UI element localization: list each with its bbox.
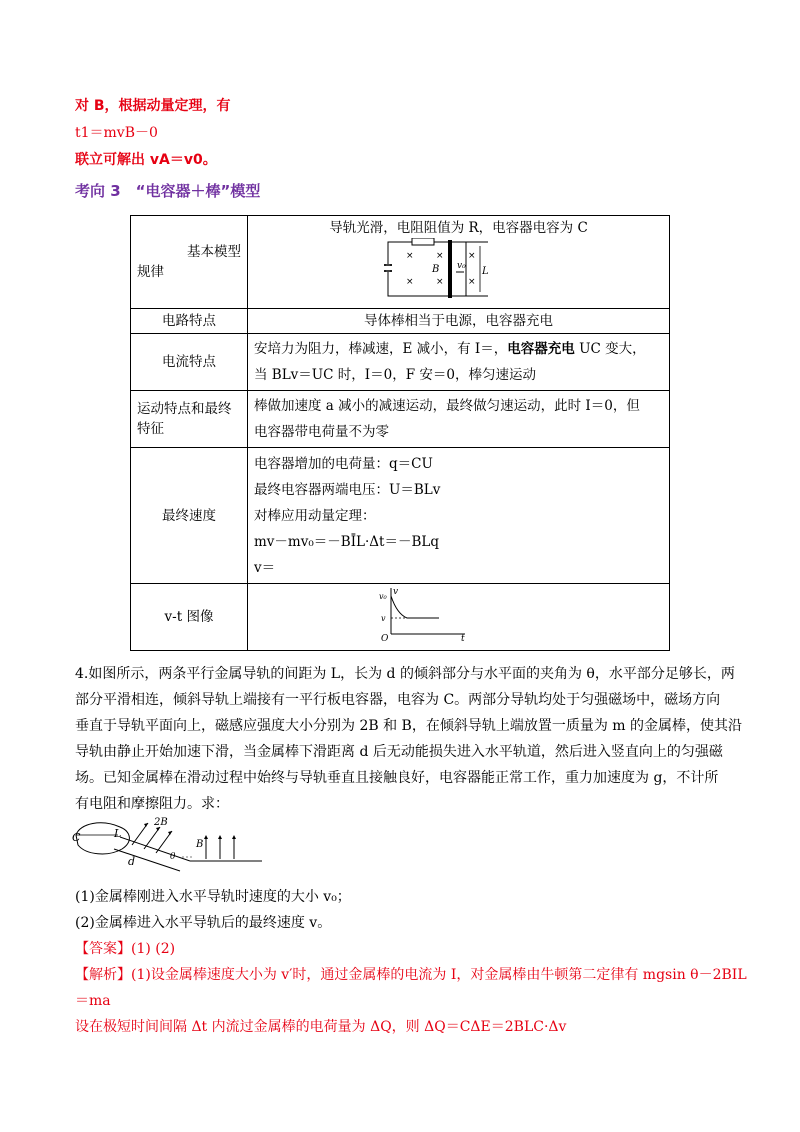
analysis-line-2: ＝ma <box>75 993 111 1009</box>
origin-label: O <box>380 634 388 642</box>
final-line-2: 最终电容器两端电压：U＝BLv <box>254 481 441 498</box>
incline-d-label: d <box>128 855 136 868</box>
current-text-bold: 电容器充电 <box>507 341 575 357</box>
capacitor-c-label: C <box>72 831 81 844</box>
v0-tick-label: v₀ <box>378 592 387 601</box>
row-label <box>131 216 248 309</box>
section-title: 考向 3 “电容器＋棒”模型 <box>75 182 261 200</box>
final-line-4: mv－mv₀＝－BĪL·Δt＝－BLq <box>254 533 439 550</box>
problem-text <box>75 661 743 817</box>
row-label: v-t 图像 <box>131 584 248 651</box>
table-row-final-velocity <box>131 448 670 584</box>
vt-graph <box>379 586 469 642</box>
final-line-1: 电容器增加的电荷量：q＝CU <box>254 455 433 472</box>
row-label: 最终速度 <box>131 448 248 584</box>
answer-line: 【答案】(1) (2) <box>75 941 176 957</box>
capacitor-shape <box>76 823 129 854</box>
final-line-5: v＝ <box>254 559 276 576</box>
problem-line-4: 导轨由静止开始加速下滑，当金属棒下滑距离 d 后无动能损失进入水平轨道，然后进入竖直向上的匀强磁 <box>75 744 723 760</box>
field-2b-label: 2B <box>154 817 168 828</box>
angle-theta-label: θ <box>170 852 176 862</box>
continuation-line-2: t1＝mvB－0 <box>75 125 158 141</box>
problem-line-3: 垂直于导轨平面向上，磁感应强度大小分别为 2B 和 B，在倾斜导轨上端放置一质量为 m 的金属棒，使其沿 <box>75 718 743 734</box>
resistor-icon <box>412 238 434 245</box>
row-label: 电流特点 <box>131 334 248 391</box>
problem-line-1: 4.如图所示，两条平行金属导轨的间距为 L，长为 d 的倾斜部分与水平面的夹角为 θ，水平部分足够长，两 <box>75 666 735 682</box>
row-label <box>131 391 248 448</box>
capacitor-rod-diagram <box>384 238 494 300</box>
svg-text:×: × <box>405 277 414 287</box>
table-row-circuit <box>131 309 670 334</box>
problem-line-2: 部分平滑相连，倾斜导轨上端接有一平行板电容器，电容为 C。两部分导轨均处于匀强磁场中，磁场方向 <box>75 692 721 708</box>
motion-text-1: 棒做加速度 a 减小的减速运动，最终做匀速运动，此时 I＝0，但 <box>254 398 640 414</box>
svg-text:×: × <box>435 277 444 287</box>
length-l-label: L <box>481 266 489 277</box>
table-row-vt-graph <box>131 584 670 651</box>
row-label-line-2: 特征 <box>137 421 164 437</box>
model-table <box>130 215 670 651</box>
svg-text:×: × <box>467 277 476 287</box>
continuation-line-1: 对 B，根据动量定理，有 <box>75 98 231 114</box>
table-row-current <box>131 334 670 391</box>
row-label-line-2: 规律 <box>137 264 164 280</box>
table-row-basic-model <box>131 216 670 309</box>
v-tick-label: v <box>380 614 386 623</box>
continuation-line-3: 联立可解出 vA＝v0。 <box>75 152 217 168</box>
t-axis-label: t <box>460 634 465 642</box>
problem-figure <box>72 815 272 877</box>
velocity-label: v₀ <box>456 261 466 271</box>
current-text-3: 当 BLv＝UC 时，I＝0，F 安＝0，棒匀速运动 <box>254 367 536 383</box>
v-axis-label: v <box>392 587 398 597</box>
rod-icon <box>448 240 452 298</box>
analysis-line-3: 设在极短时间间隔 Δt 内流过金属棒的电荷量为 ΔQ，则 ΔQ＝CΔE＝2BLC·Δv <box>75 1019 567 1035</box>
problem-line-5: 场。已知金属棒在滑动过程中始终与导轨垂直且接触良好，电容器能正常工作，重力加速度为 g，不计所 <box>75 770 719 786</box>
vt-curve <box>391 596 439 618</box>
field-b-label: B <box>196 839 204 850</box>
row-content <box>248 216 670 309</box>
question-1: (1)金属棒刚进入水平导轨时速度的大小 v₀； <box>75 889 351 905</box>
final-line-3: 对棒应用动量定理： <box>254 507 376 524</box>
svg-text:×: × <box>405 251 414 261</box>
row-content: 导体棒相当于电源，电容器充电 <box>248 309 670 334</box>
table-row-motion <box>131 391 670 448</box>
row-content <box>248 391 670 448</box>
svg-text:×: × <box>435 251 444 261</box>
row-label-line-1: 基本模型 <box>187 244 241 260</box>
current-text-1: 安培力为阻力，棒减速，E 减小，有 I＝， <box>254 341 508 357</box>
row-content <box>248 584 670 651</box>
problem-line-6: 有电阻和摩擦阻力。求： <box>75 796 229 812</box>
question-2: (2)金属棒进入水平导轨后的最终速度 v。 <box>75 915 332 931</box>
row-content <box>248 334 670 391</box>
field-b-label: B <box>431 264 439 275</box>
analysis-line-1: 【解析】(1)设金属棒速度大小为 v′时，通过金属棒的电流为 I，对金属棒由牛顿第二定律有 mgsin θ－2BIL <box>75 967 747 983</box>
row-label: 电路特点 <box>131 309 248 334</box>
svg-text:×: × <box>467 251 476 261</box>
current-text-2: UC 变大， <box>574 341 646 357</box>
rail-spacing-l-label: L <box>114 827 122 840</box>
row-content <box>248 448 670 584</box>
row-label-line-1: 运动特点和最终 <box>137 401 232 417</box>
motion-text-2: 电容器带电荷量不为零 <box>254 424 389 440</box>
row-content-text: 导轨光滑，电阻阻值为 R，电容器电容为 C <box>329 220 588 236</box>
